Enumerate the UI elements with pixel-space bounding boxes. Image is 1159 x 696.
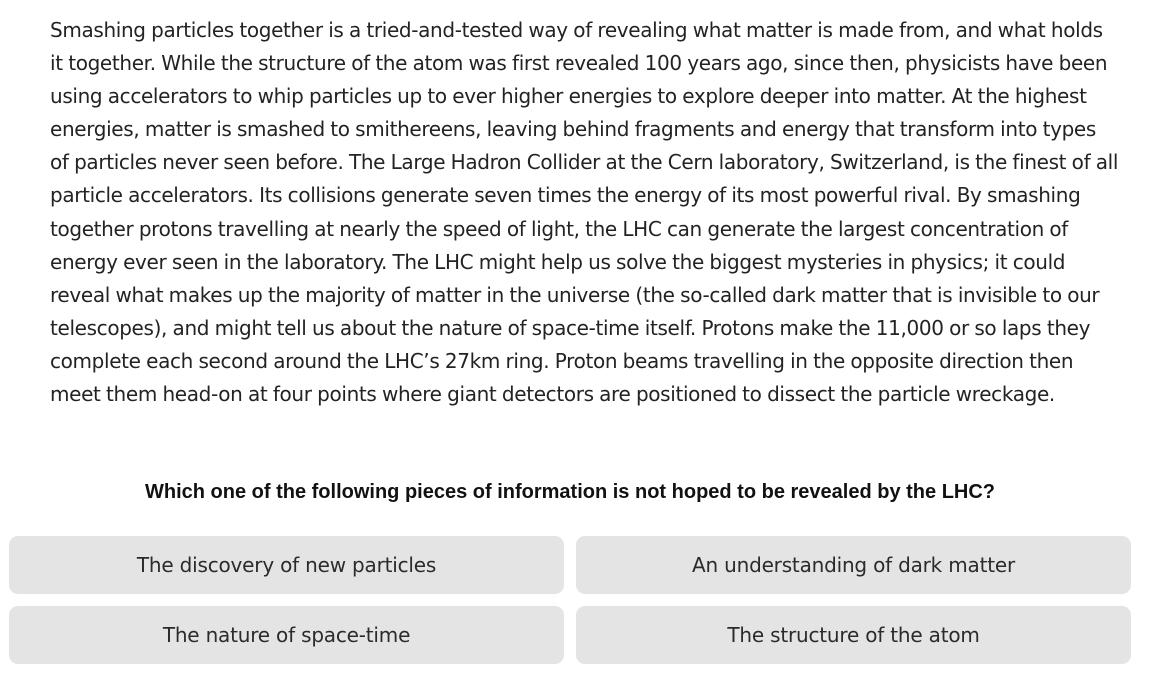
- answer-option-dark-matter[interactable]: An understanding of dark matter: [576, 536, 1131, 594]
- answer-option-new-particles[interactable]: The discovery of new particles: [9, 536, 564, 594]
- reading-passage: Smashing particles together is a tried-and-tested way of revealing what matter is made from, and what holds it together. While the structure of the atom was first revealed 100 years ago, since then, physicists have been using accelerators to whip particles up to ever higher energies to explore deeper into matter. At the highest energies, matter is smashed to smithereens, leaving behind fragments and energy that transform into types of particles never seen before. The Large Hadron Collider at the Cern laboratory, Switzerland, is the finest of all particle accelerators. Its collisions generate seven times the energy of its most powerful rival. By smashing together protons travelling at nearly the speed of light, the LHC can generate the largest concentration of energy ever seen in the laboratory. The LHC might help us solve the biggest mysteries in physics; it could reveal what makes up the majority of matter in the universe (the so-called dark matter that is invisible to our telescopes), and might tell us about the nature of space-time itself. Protons make the 11,000 or so laps they complete each second around the LHC’s 27km ring. Proton beams travelling in the opposite direction then meet them head-on at four points where giant detectors are positioned to dissect the particle wreckage.: [50, 18, 1119, 407]
- question-text: Which one of the following pieces of information is not hoped to be revealed by the LHC?: [144, 481, 996, 503]
- answer-options: [9, 536, 1131, 664]
- answer-option-atom-structure[interactable]: The structure of the atom: [576, 606, 1131, 664]
- answer-option-space-time[interactable]: The nature of space-time: [9, 606, 564, 664]
